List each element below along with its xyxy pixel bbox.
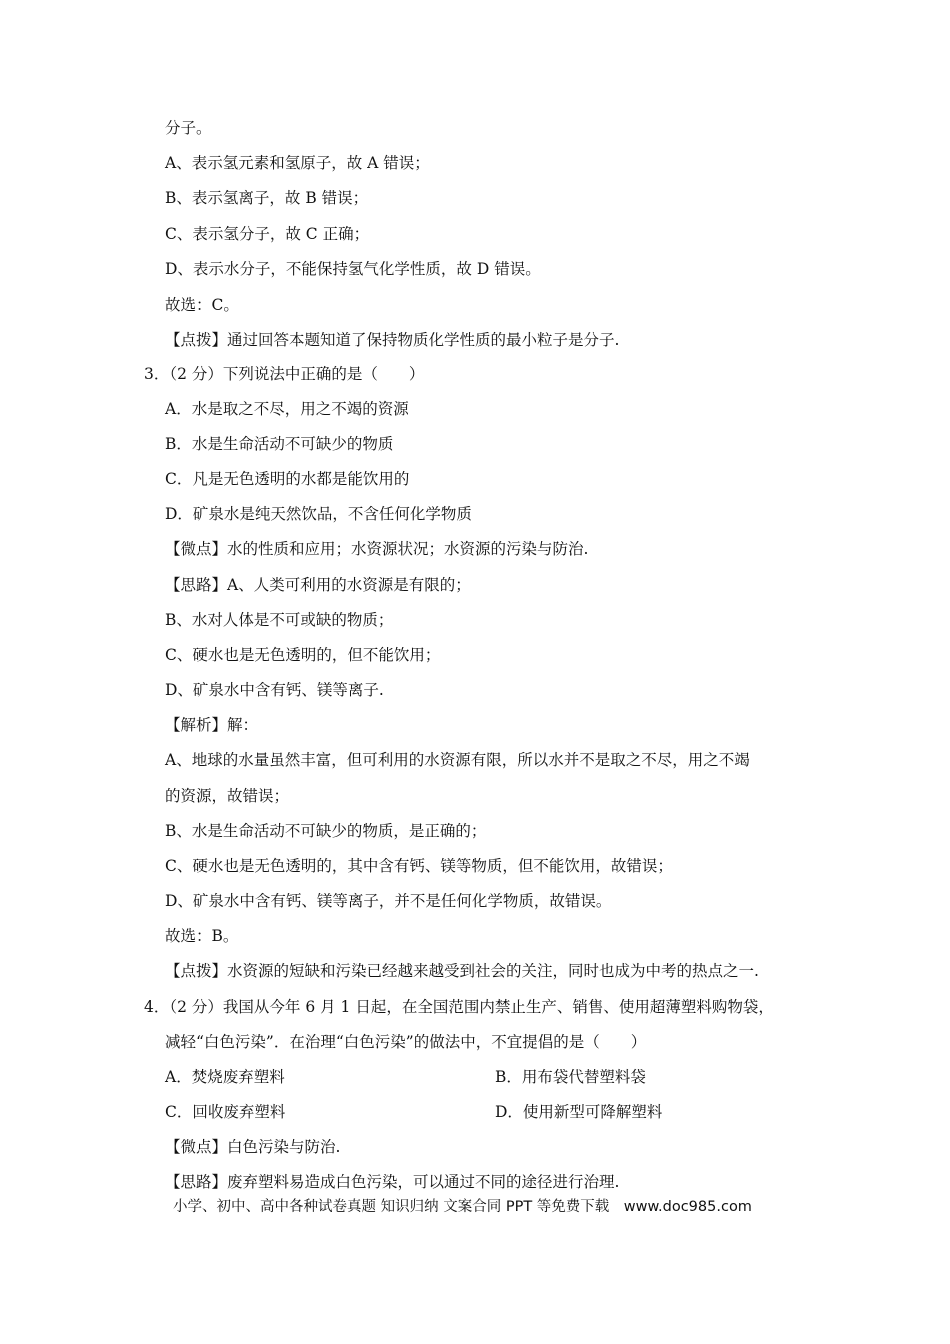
q3-option-d: D．矿泉水是纯天然饮品，不含任何化学物质 [165,505,472,523]
q3-option-b: B．水是生命活动不可缺少的物质 [165,435,394,453]
q3-analysis-1: A、地球的水量虽然丰富，但可利用的水资源有限，所以水并不是取之不尽，用之不竭 [165,751,750,769]
q3-knowledge: 【微点】水的性质和应用；水资源状况；水资源的污染与防治. [165,540,589,558]
q2-explain-d: D、表示水分子，不能保持氢气化学性质，故 D 错误。 [165,260,541,278]
q2-explain-a: A、表示氢元素和氢原子，故 A 错误； [165,154,430,172]
q3-analysis-2: 的资源，故错误； [165,787,290,805]
q2-continuation: 分子。 [165,119,212,137]
q4-knowledge: 【微点】白色污染与防治. [165,1138,341,1156]
q3-analysis-4: C、硬水也是无色透明的，其中含有钙、镁等物质，但不能饮用，故错误； [165,857,673,875]
q3-option-c: C．凡是无色透明的水都是能饮用的 [165,470,410,488]
q4-option-a: A．焚烧废弃塑料 [165,1068,285,1086]
q2-answer: 故选：C。 [165,296,239,314]
q3-analysis-5: D、矿泉水中含有钙、镁等离子，并不是任何化学物质，故错误。 [165,892,612,910]
q3-analysis-3: B、水是生命活动不可缺少的物质，是正确的； [165,822,487,840]
q3-stem: 3．（2 分）下列说法中正确的是（ ） [144,365,425,383]
q3-option-a: A．水是取之不尽，用之不竭的资源 [165,400,409,418]
q4-option-b: B．用布袋代替塑料袋 [495,1068,646,1086]
q3-analysis-head: 【解析】解： [165,716,259,734]
q4-option-c: C．回收废弃塑料 [165,1103,286,1121]
q4-stem-line2: 减轻“白色污染”．在治理“白色污染”的做法中，不宜提倡的是（ ） [165,1033,647,1051]
q4-stem-line1: 4．（2 分）我国从今年 6 月 1 日起，在全国范围内禁止生产、销售、使用超薄塑料购物袋， [144,998,774,1016]
q2-explain-c: C、表示氢分子，故 C 正确； [165,225,370,243]
q3-idea-3: C、硬水也是无色透明的，但不能饮用； [165,646,441,664]
q3-answer: 故选：B。 [165,927,239,945]
q3-tip: 【点拨】水资源的短缺和污染已经越来越受到社会的关注，同时也成为中考的热点之一. [165,962,759,980]
q4-idea: 【思路】废弃塑料易造成白色污染，可以通过不同的途径进行治理. [165,1173,620,1191]
footer-watermark-text: 小学、初中、高中各种试卷真题 知识归纳 文案合同 PPT 等免费下载 www.doc985.com [173,1199,752,1215]
q2-tip: 【点拨】通过回答本题知道了保持物质化学性质的最小粒子是分子. [165,331,620,349]
q3-idea-2: B、水对人体是不可或缺的物质； [165,611,394,629]
q3-idea-1: 【思路】A、人类可利用的水资源是有限的； [165,576,471,594]
q4-option-d: D．使用新型可降解塑料 [495,1103,663,1121]
q3-idea-4: D、矿泉水中含有钙、镁等离子. [165,681,384,699]
q2-explain-b: B、表示氢离子，故 B 错误； [165,189,369,207]
